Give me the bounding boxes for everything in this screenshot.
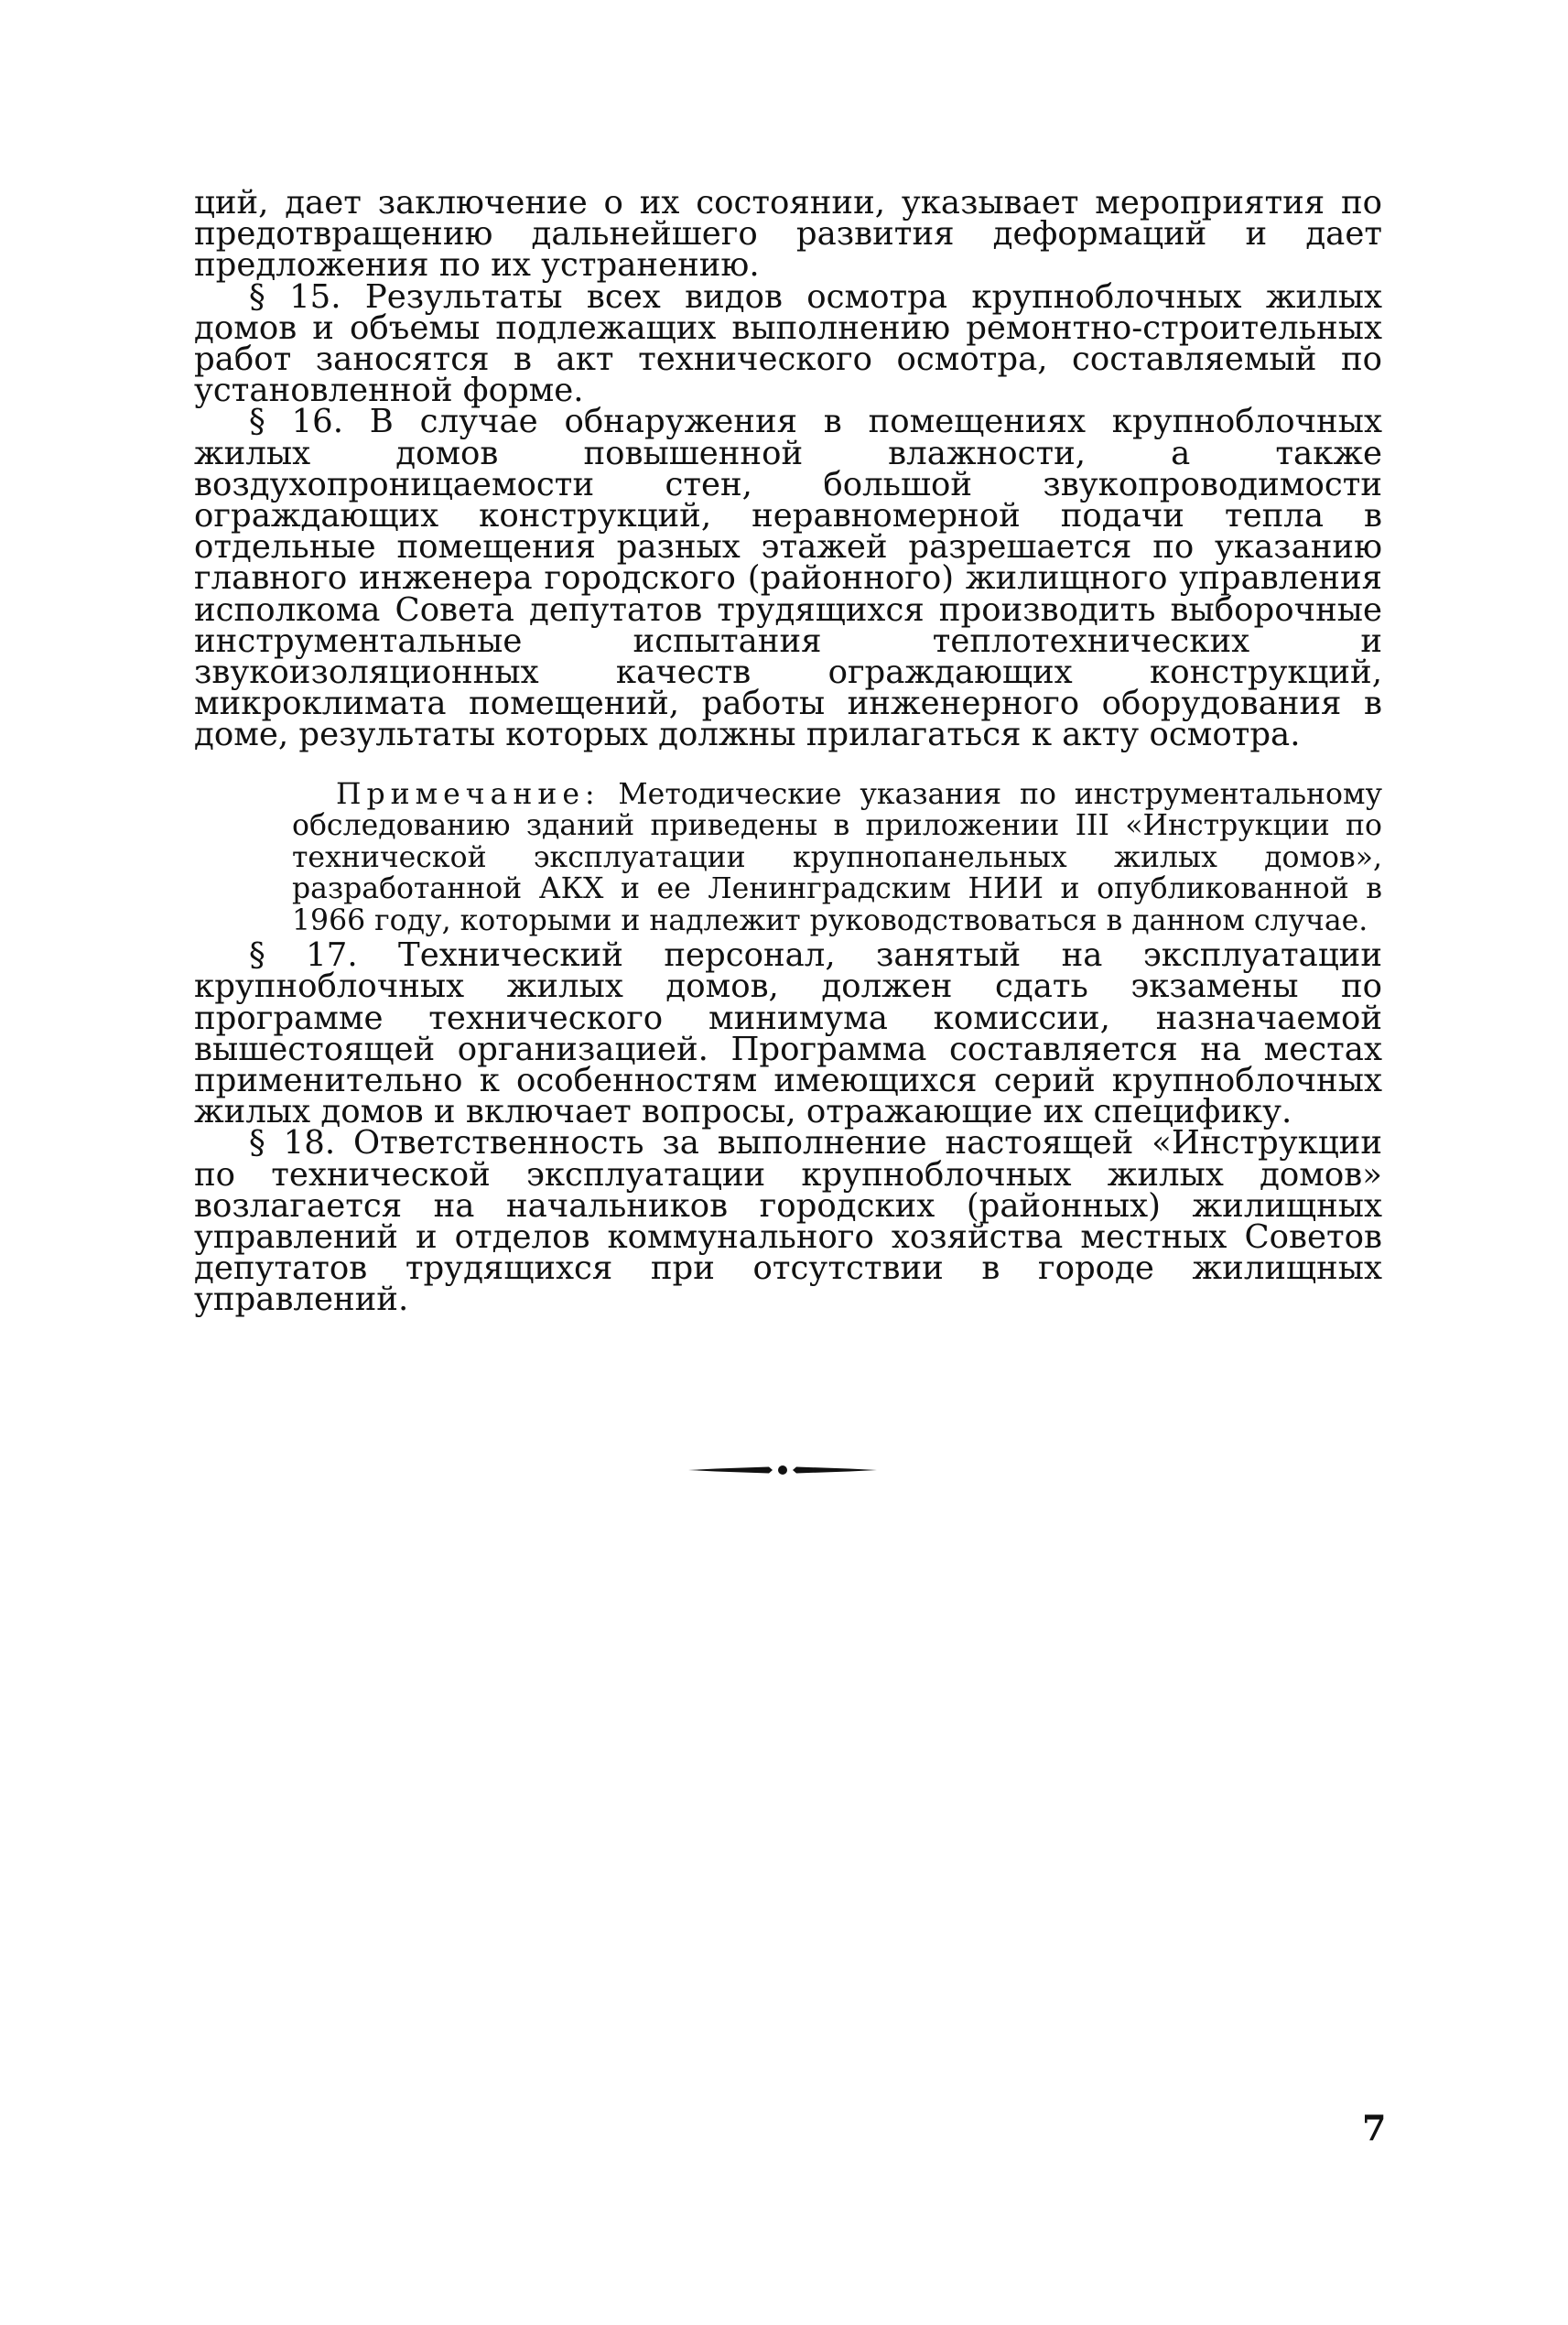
ornament-center-dot — [778, 1465, 787, 1475]
divider-ornament — [688, 1464, 877, 1476]
ornament-left-rule — [688, 1467, 773, 1474]
paragraph-17: § 17. Технический персонал, занятый на эксплуатации крупноблочных жилых домов, должен сдать экзамены по программе технического минимума комиссии, назначаемой вышестоящей организацией. Программа составляется на местах применительно к особенностям имеющихся серий крупноблочных жилых домов и включает вопросы, отражающие их специфику. — [194, 936, 1382, 1131]
page-number: 7 — [1362, 2107, 1387, 2148]
note — [194, 779, 1382, 937]
paragraph-18: § 18. Ответственность за выполнение настоящей «Инструкции по технической эксплуатации крупноблочных жилых домов» возлагается на начальников городских (районных) жилищных управлений и отделов коммунального хозяйства местных Советов депутатов трудящихся при отсутствии в городе жилищных управлений. — [194, 1124, 1382, 1319]
paragraph-15: § 15. Результаты всех видов осмотра крупноблочных жилых домов и объемы подлежащих выполнению ремонтно-строительных работ заносятся в акт технического осмотра, составляемый по установленной форме. — [194, 277, 1382, 410]
ornament-right-rule — [793, 1467, 877, 1474]
paragraph-16: § 16. В случае обнаружения в помещениях крупноблочных жилых домов повышенной влажности, а также воздухопроницаемости стен, большой звукопроводимости ограждающих конструкций, неравномерной подачи тепла в отдельные помещения разных этажей разрешается по указанию главного инженера городского (районного) жилищного управления исполкома Совета депутатов трудящихся производить выборочные инструментальные испытания теплотехнических и звукоизоляционных качеств ограждающих конструкций, микроклимата помещений, работы инженерного оборудования в доме, результаты которых должны прилагаться к акту осмотра. — [194, 403, 1382, 754]
body-text — [194, 184, 1382, 1319]
paragraph-14-continuation: ций, дает заключение о их состоянии, указывает мероприятия по предотвращению дальнейшего развития деформаций и дает предложения по их устранению. — [194, 184, 1382, 285]
note-text: Методические указания по инструментальному обследованию зданий приведены в приложении III «Инструкции по технической эксплуатации крупнопанельных жилых домов», разработанной АКХ и ее Ленинградским НИИ и опубликованной в 1966 году, которыми и надлежит руководствоваться в данном случае. — [292, 777, 1382, 937]
note-label: Примечание: — [336, 777, 600, 811]
